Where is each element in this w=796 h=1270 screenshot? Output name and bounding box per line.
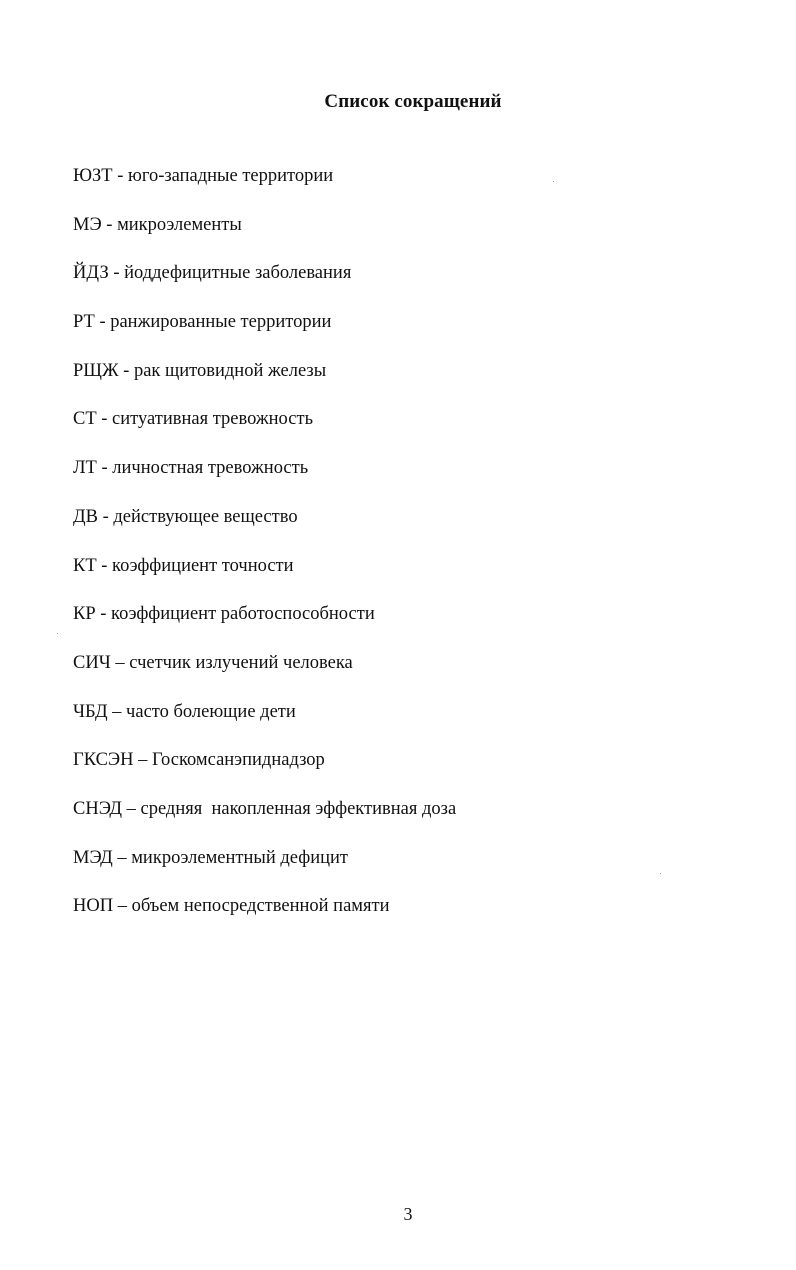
scan-speck xyxy=(553,181,554,182)
abbreviation-item: КТ - коэффициент точности xyxy=(73,555,294,576)
abbreviation-item: МЭ - микроэлементы xyxy=(73,214,242,235)
page-title: Список сокращений xyxy=(324,91,502,112)
page-number: 3 xyxy=(403,1204,413,1224)
abbreviation-item: ЛТ - личностная тревожность xyxy=(73,458,309,479)
abbreviation-item: ЧБД – часто болеющие дети xyxy=(73,701,296,722)
abbreviation-item: КР - коэффициент работоспособности xyxy=(73,604,375,625)
abbreviation-list xyxy=(73,163,753,942)
abbreviation-item: ЮЗТ - юго-западные территории xyxy=(73,166,334,186)
abbreviation-item: ГКСЭН – Госкомсанэпиднадзор xyxy=(73,750,325,771)
abbreviation-item: НОП – объем непосредственной памяти xyxy=(73,896,390,917)
abbreviation-item: СИЧ – счетчик излучений человека xyxy=(73,652,353,673)
abbreviation-item: МЭД – микроэлементный дефицит xyxy=(73,847,348,868)
abbreviation-item: ДВ - действующее вещество xyxy=(73,506,298,527)
abbreviation-item: РТ - ранжированные территории xyxy=(73,312,332,333)
abbreviation-item: РЩЖ - рак щитовидной железы xyxy=(73,360,327,381)
scan-speck xyxy=(57,633,58,634)
scan-speck xyxy=(660,873,661,874)
abbreviation-item: СНЭД – средняя накопленная эффективная доза xyxy=(73,798,457,819)
abbreviation-item: ЙДЗ - йоддефицитные заболевания xyxy=(73,263,352,284)
abbreviation-item: СТ - ситуативная тревожность xyxy=(73,409,314,430)
